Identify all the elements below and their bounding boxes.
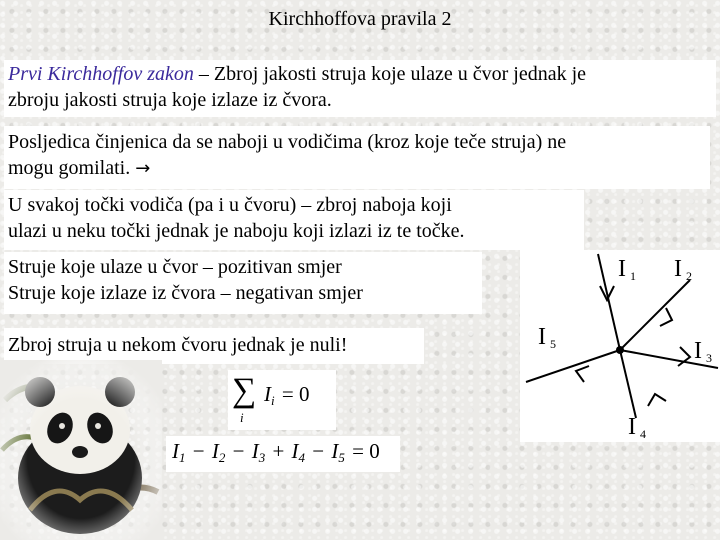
label-i2: I — [674, 256, 682, 282]
node-diagram — [520, 250, 720, 442]
law-text-1: – Zbroj jakosti struja koje ulaze u čvor jednak je — [193, 63, 587, 85]
full-equation-body — [172, 439, 382, 466]
label-i1-sub: 1 — [630, 269, 636, 283]
label-i4: I — [628, 414, 636, 440]
op-4: − — [307, 439, 330, 463]
consequence-line-2: mogu gomilati. — [8, 157, 136, 179]
law-text-2: zbroju jakosti struja koje izlaze iz čvora. — [8, 89, 332, 111]
term-i3: I — [251, 439, 259, 463]
term-i1: I — [172, 439, 179, 463]
point-line-2: ulazi u neku točki jednak je naboju koji izlazi iz te točke. — [8, 220, 465, 242]
label-i3: I — [694, 338, 702, 364]
full-rhs: = 0 — [346, 439, 380, 463]
point-box — [4, 190, 584, 250]
law-name: Prvi Kirchhoffov zakon — [8, 63, 194, 85]
term-i2: I — [211, 439, 219, 463]
term-i5-sub: 5 — [338, 450, 345, 465]
consequence-box — [4, 126, 710, 189]
term-i3-sub: 3 — [258, 450, 266, 465]
signs-line-2: Struje koje izlaze iz čvora – negativan smjer — [8, 282, 363, 304]
law-box — [4, 60, 716, 117]
op-2: − — [227, 439, 250, 463]
label-i4-sub: 4 — [640, 427, 646, 441]
sum-var: I — [264, 382, 271, 406]
arrow-right-icon: → — [135, 158, 151, 179]
signs-box — [4, 252, 482, 314]
label-i1: I — [618, 256, 626, 282]
sum-rhs: = 0 — [276, 382, 310, 406]
panda-image — [0, 360, 162, 540]
conclusion-text: Zbroj struja u nekom čvoru jednak je nuli! — [8, 334, 348, 356]
sigma-index: i — [240, 410, 244, 425]
full-equation — [166, 436, 400, 472]
sigma-symbol: ∑ — [232, 372, 257, 409]
point-line-1: U svakoj točki vodiča (pa i u čvoru) – zbroj naboja koji — [8, 194, 452, 216]
op-3: + — [267, 439, 290, 463]
label-i3-sub: 3 — [706, 351, 712, 365]
consequence-line-1: Posljedica činjenica da se naboji u vodičima (kroz koje teče struja) ne — [8, 131, 567, 153]
slide-title: Kirchhoffova pravila 2 — [268, 8, 452, 30]
label-i2-sub: 2 — [686, 269, 692, 283]
term-i4-sub: 4 — [298, 450, 306, 465]
label-i5-sub: 5 — [550, 337, 556, 351]
sum-var-sub: i — [271, 393, 275, 408]
signs-line-1: Struje koje ulaze u čvor – pozitivan smjer — [8, 256, 342, 278]
op-1: − — [187, 439, 210, 463]
sum-equation — [228, 370, 336, 430]
label-i5: I — [538, 324, 546, 350]
node-point — [616, 346, 624, 354]
term-i2-sub: 2 — [218, 450, 226, 465]
term-i1-sub: 1 — [179, 450, 186, 465]
sum-equation-body — [264, 382, 311, 409]
term-i5: I — [331, 439, 339, 463]
conclusion-box — [4, 328, 424, 364]
term-i4: I — [291, 439, 299, 463]
